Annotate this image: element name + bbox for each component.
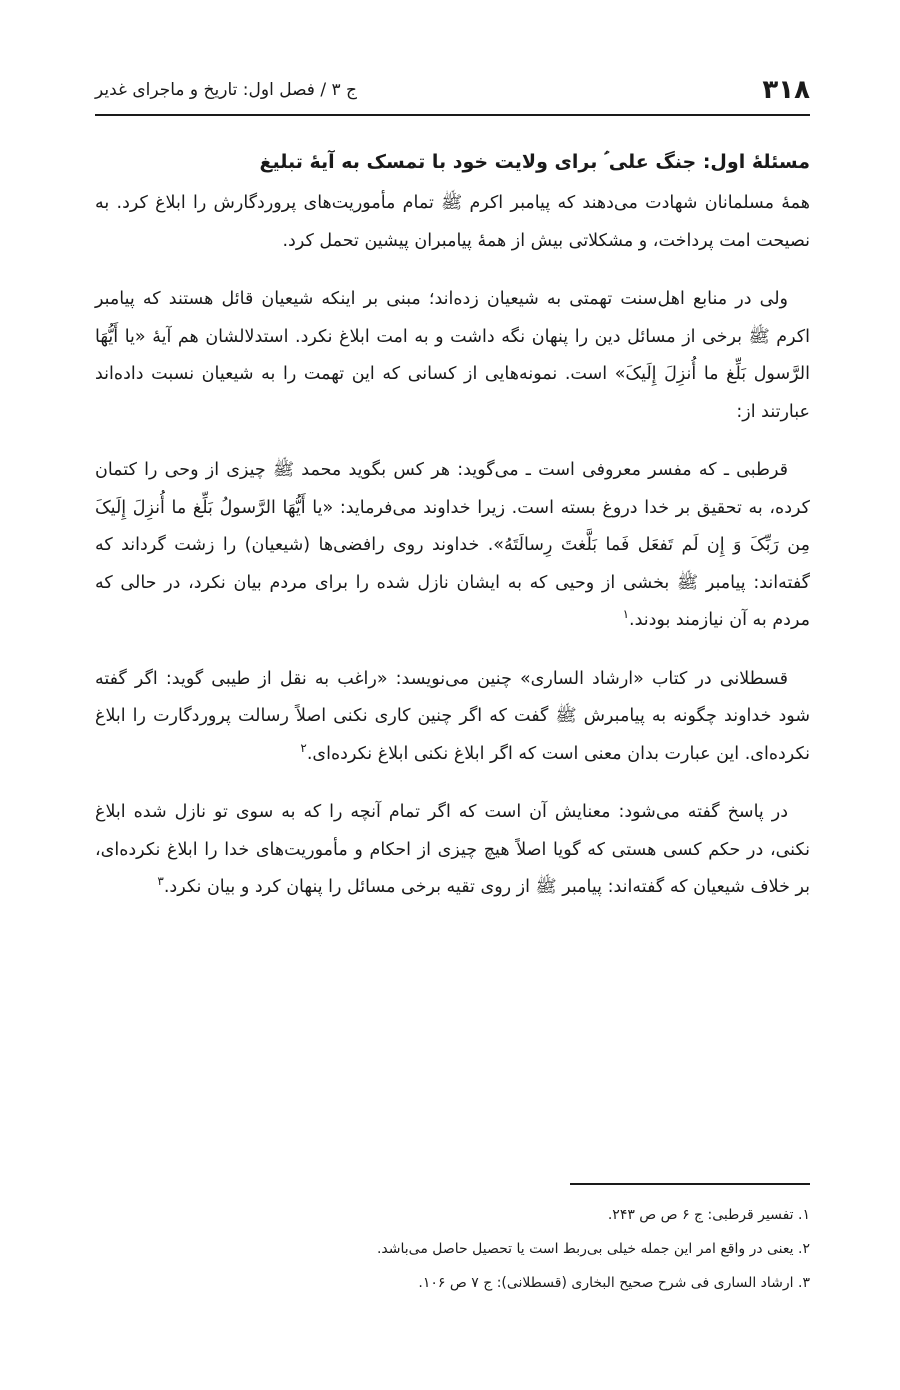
running-head <box>95 66 810 116</box>
paragraph-text: همهٔ مسلمانان شهادت می‌دهند که پیامبر اکرم ﷺ تمام مأموریت‌های پروردگارش را ابلاغ کرد. به نصیحت امت پرداخت، و مشکلاتی بیش از همهٔ پیامبران پیشین تحمل کرد. <box>95 193 810 251</box>
paragraph <box>95 452 810 640</box>
body-text <box>95 185 810 928</box>
footnotes <box>95 1198 810 1300</box>
paragraph-text: قسطلانی در کتاب «ارشاد الساری» چنین می‌نویسد: «راغب به نقل از طیبی گوید: اگر گفته شود خداوند چگونه به پیامبرش ﷺ گفت که اگر چنین کاری نکنی اصلاً رسالت پروردگارت را ابلاغ نکرده‌ای. این عبارت بدان معنی است که اگر ابلاغ نکنی ابلاغ نکرده‌ای. <box>95 668 810 764</box>
footnote: ۱. تفسیر قرطبی: ج ۶ ص ص ۲۴۳. <box>607 1207 810 1223</box>
paragraph <box>95 281 810 431</box>
paragraph-text: ولی در منابع اهل‌سنت تهمتی به شیعیان زده‌اند؛ مبنی بر اینکه شیعیان قائل هستند که پیامبر اکرم ﷺ برخی از مسائل دین را پنهان نگه داشت و به امت ابلاغ نکرد. استدلالشان هم آیهٔ «یا أَیُّهَا الرَّسول بَلِّغ ما أُنزِلَ إِلَیکَ» است. نمونه‌هایی از کسانی که این تهمت را به شیعیان نسبت داده‌اند عبارتند از: <box>95 289 810 422</box>
paragraph <box>95 185 810 260</box>
footnote-reference[interactable]: ۱ <box>622 607 630 622</box>
paragraph-text: در پاسخ گفته می‌شود: معنایش آن است که اگر تمام آنچه را که به سوی تو نازل شده ابلاغ نکنی، در حکم کسی هستی که گویا اصلاً هیچ چیزی از احکام و مأموریت‌های خدا را ابلاغ نکرده‌ای، بر خلاف شیعیان که گفته‌اند: پیامبر ﷺ از روی تقیه برخی مسائل را پنهان کرد و بیان نکرد. <box>95 802 810 897</box>
section-heading: مسئلهٔ اول: جنگ علی ؑ برای ولایت خود با تمسک به آیهٔ تبلیغ <box>259 151 810 173</box>
footnote: ۳. ارشاد الساری فی شرح صحیح البخاری (قسطلانی): ج ۷ ص ۱۰۶. <box>418 1275 810 1291</box>
footnote-reference[interactable]: ۳ <box>157 874 164 889</box>
paragraph <box>95 794 810 907</box>
page-number: ۳۱۸ <box>762 75 810 105</box>
paragraph-text: قرطبی ـ که مفسر معروفی است ـ می‌گوید: هر کس بگوید محمد ﷺ چیزی از وحی را کتمان کرده، به تحقیق بر خدا دروغ بسته است. زیرا خداوند می‌فرماید: «یا أَیُّهَا الرَّسولُ بَلِّغ ما أُنزِلَ إِلَیکَ مِن رَبِّکَ وَ إِن لَم تَفعَل فَما بَلَّغتَ رِسالَتَهُ». خداوند روی رافضی‌ها (شیعیان) را زشت گرداند که گفته‌اند: پیامبر ﷺ بخشی از وحیی که به ایشان نازل شده را برای مردم بیان نکرد، در حالی که مردم به آن نیازمند بودند. <box>95 460 810 630</box>
book-page <box>95 0 810 1390</box>
footnote: ۲. یعنی در واقع امر این جمله خیلی بی‌ربط است یا تحصیل حاصل می‌باشد. <box>376 1241 810 1257</box>
footnote-reference[interactable]: ۲ <box>300 740 307 755</box>
paragraph <box>95 661 810 774</box>
running-title: ج ۳ / فصل اول: تاریخ و ماجرای غدیر <box>95 80 358 100</box>
footnote-divider <box>570 1183 810 1185</box>
